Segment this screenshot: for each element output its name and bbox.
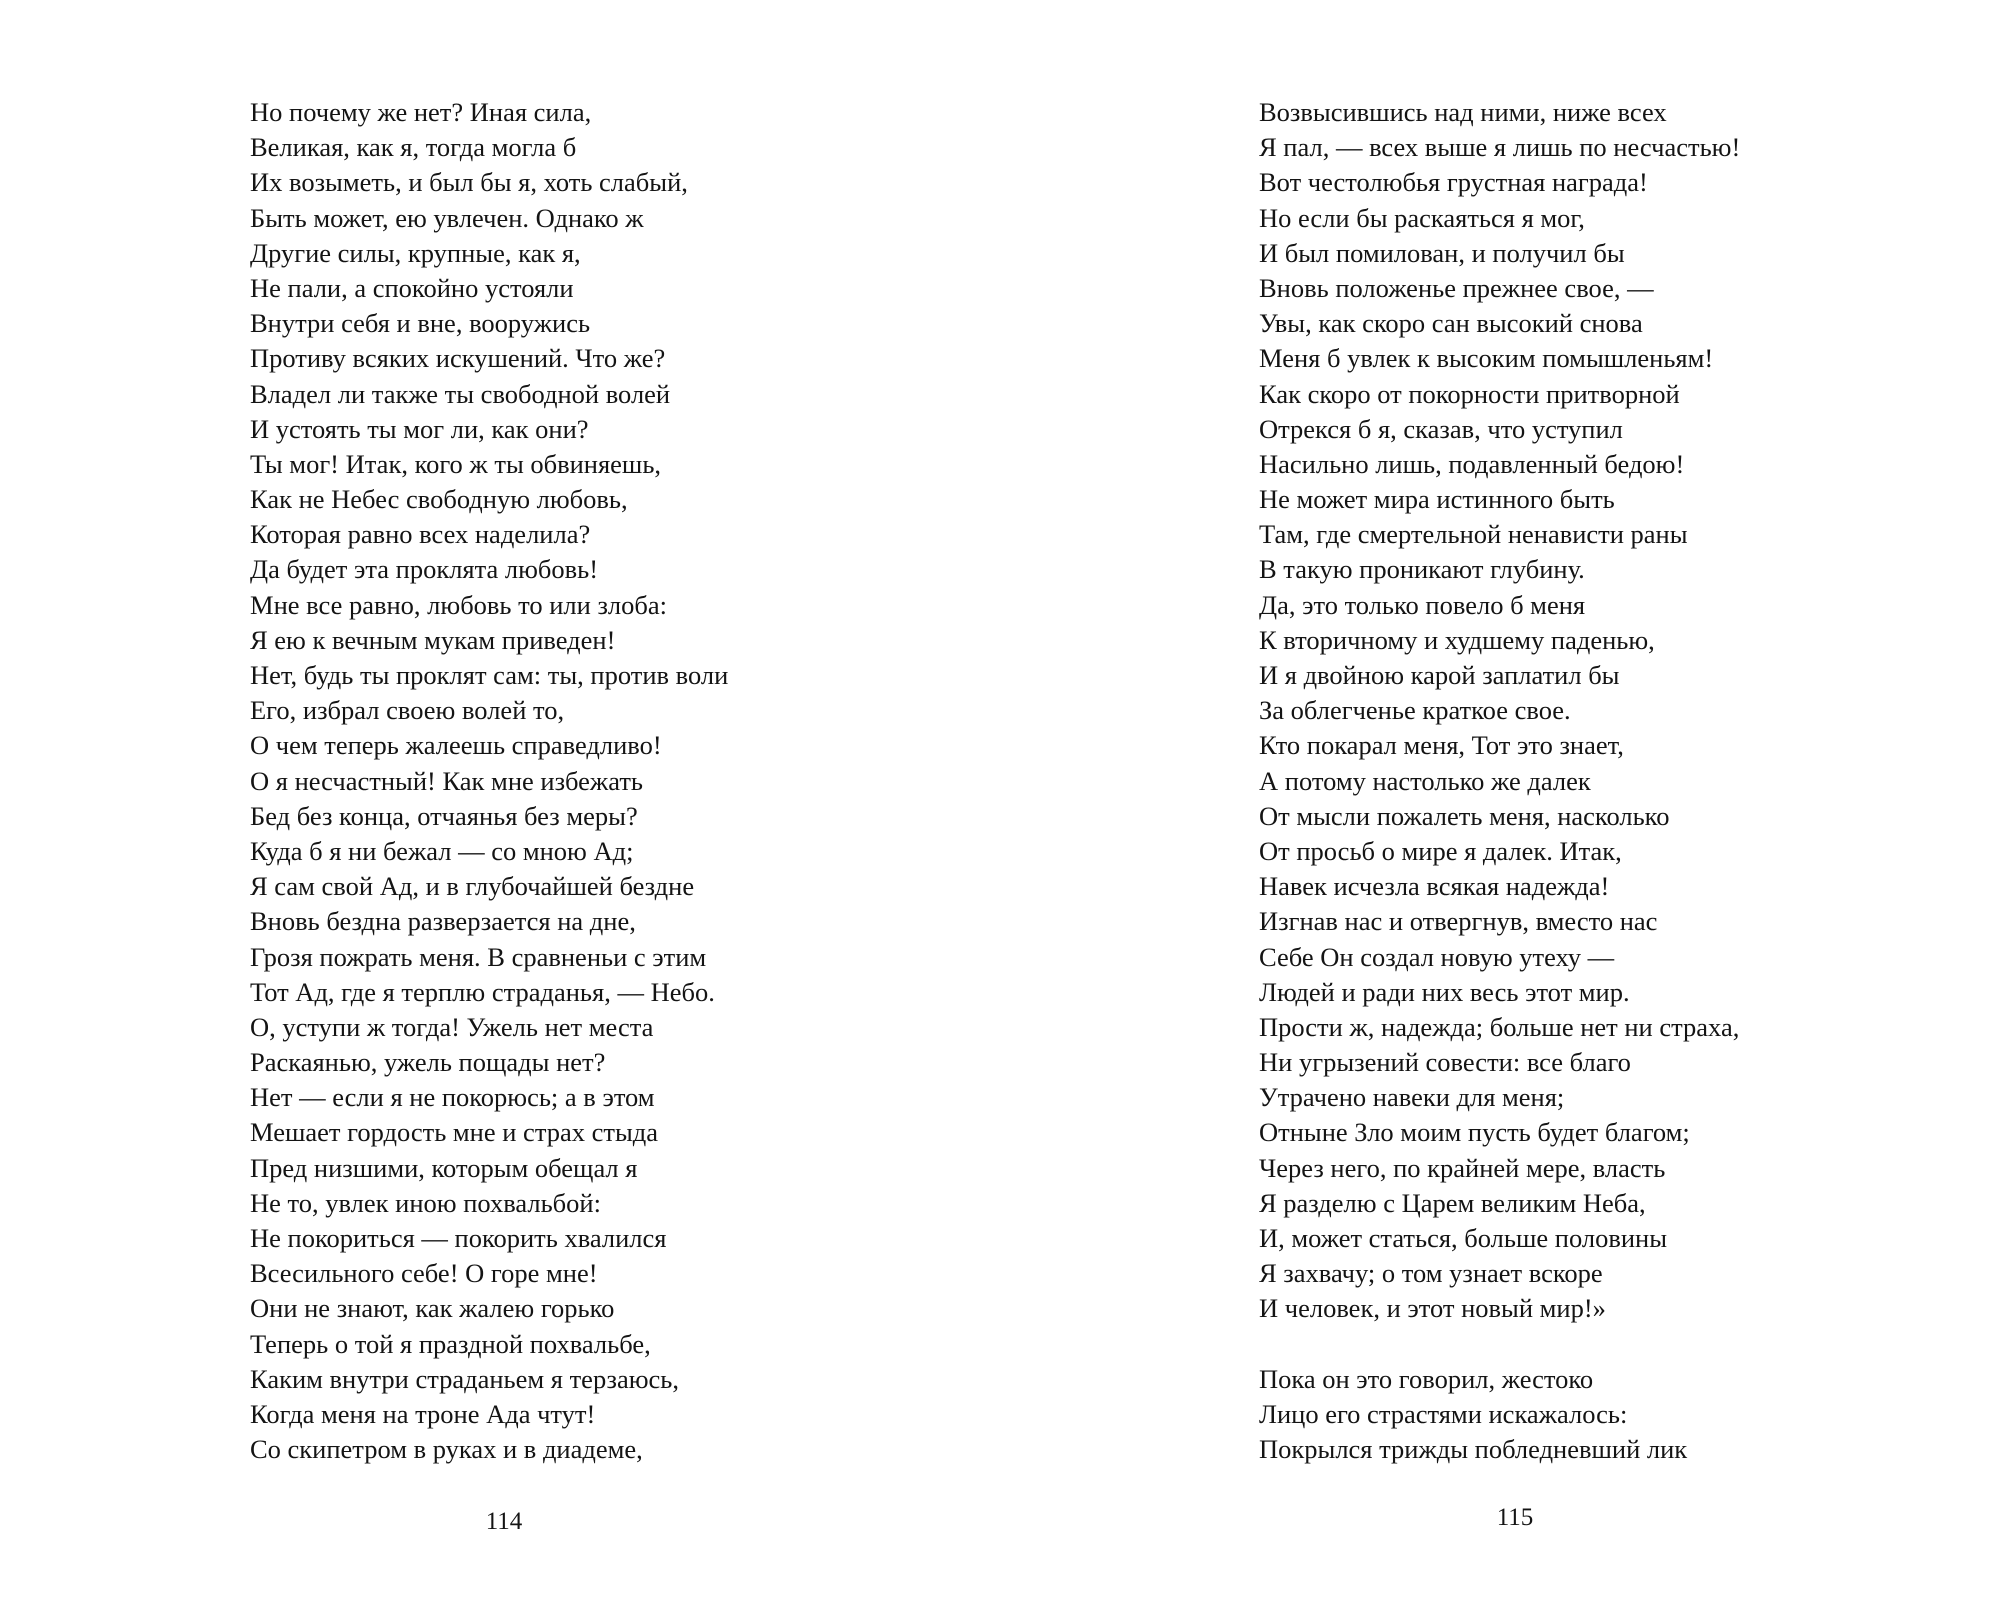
page-number: 114	[485, 1508, 523, 1535]
verse-line: Тот Ад, где я терплю страданья, — Небо.	[250, 976, 715, 1007]
verse-line: Мешает гордость мне и страх стыда	[250, 1117, 659, 1148]
verse-line: Себе Он создал новую утеху —	[1259, 941, 1615, 972]
verse-line: Грозя пожрать меня. В сравненьи с этим	[250, 941, 707, 972]
verse-line: Не покориться — покорить хвалился	[250, 1223, 667, 1253]
verse-line: О, уступи ж тогда! Ужель нет места	[250, 1011, 654, 1042]
verse-line: А потому настолько же далек	[1259, 765, 1591, 796]
right-page-verse	[1259, 95, 1740, 1467]
verse-line: Пока он это говорил, жестоко	[1259, 1363, 1594, 1394]
verse-line: Каким внутри страданьем я терзаюсь,	[250, 1363, 680, 1394]
verse-line: О я несчастный! Как мне избежать	[250, 765, 643, 796]
verse-line: Не то, увлек иною похвальбой:	[250, 1187, 601, 1218]
verse-line: В такую проникают глубину.	[1259, 554, 1585, 585]
verse-line: Покрылся трижды побледневший лик	[1259, 1434, 1688, 1465]
verse-line: Его, избрал своею волей то,	[250, 695, 565, 726]
verse-line: И я двойною карой заплатил бы	[1259, 660, 1620, 690]
verse-line: Владел ли также ты свободной волей	[250, 378, 671, 409]
left-page-verse	[250, 95, 728, 1467]
verse-line: Изгнав нас и отвергнув, вместо нас	[1259, 906, 1658, 937]
verse-line: Внутри себя и вне, вооружись	[250, 308, 591, 339]
verse-line: Лицо его страстями искажалось:	[1259, 1398, 1628, 1429]
verse-line: Да, это только повело б меня	[1259, 589, 1586, 620]
verse-line: Вновь положенье прежнее свое, —	[1259, 272, 1654, 303]
verse-line: Как скоро от покорности притворной	[1259, 378, 1680, 409]
verse-line: И, может статься, больше половины	[1259, 1223, 1668, 1253]
verse-line: Ты мог! Итак, кого ж ты обвиняешь,	[250, 448, 662, 479]
verse-line: От мысли пожалеть меня, насколько	[1259, 800, 1670, 831]
verse-line: Не пали, а спокойно устояли	[250, 272, 574, 303]
right-page	[1000, 0, 2000, 1600]
verse-line: Пред низшими, которым обещал я	[250, 1152, 638, 1183]
verse-line: Там, где смертельной ненависти раны	[1259, 519, 1688, 550]
verse-line: Утрачено навеки для меня;	[1259, 1082, 1565, 1113]
verse-line: Я пал, — всех выше я лишь по несчастью!	[1259, 132, 1741, 163]
verse-line: Насильно лишь, подавленный бедою!	[1259, 448, 1685, 479]
verse-line: Меня б увлек к высоким помышленьям!	[1259, 343, 1714, 374]
verse-line: Но если бы раскаяться я мог,	[1259, 202, 1585, 233]
verse-line: Да будет эта проклята любовь!	[250, 554, 599, 585]
verse-line: И был помилован, и получил бы	[1259, 237, 1625, 268]
verse-line: Я сам свой Ад, и в глубочайшей бездне	[250, 871, 695, 902]
verse-line: Вот честолюбья грустная награда!	[1259, 167, 1648, 198]
verse-line: Я разделю с Царем великим Неба,	[1259, 1187, 1646, 1218]
verse-line: Они не знают, как жалею горько	[250, 1293, 615, 1324]
verse-line: Не может мира истинного быть	[1259, 484, 1615, 515]
verse-line: Мне все равно, любовь то или злоба:	[250, 589, 668, 620]
verse-line: Кто покарал меня, Тот это знает,	[1259, 730, 1624, 761]
verse-line: К вторичному и худшему паденью,	[1259, 624, 1655, 655]
verse-line: Людей и ради них весь этот мир.	[1259, 976, 1630, 1007]
verse-line: Возвысившись над ними, ниже всех	[1259, 97, 1667, 127]
verse-line: Противу всяких искушений. Что же?	[250, 343, 666, 374]
verse-line: Когда меня на троне Ада чтут!	[250, 1398, 596, 1429]
verse-line: Всесильного себе! О горе мне!	[250, 1258, 598, 1289]
verse-line: Ни угрызений совести: все благо	[1259, 1047, 1631, 1078]
verse-line: Отрекся б я, сказав, что уступил	[1259, 413, 1623, 444]
verse-line: Через него, по крайней мере, власть	[1259, 1152, 1666, 1183]
verse-line: От просьб о мире я далек. Итак,	[1259, 835, 1622, 866]
verse-line: За облегченье краткое свое.	[1259, 695, 1571, 726]
verse-line: Нет — если я не покорюсь; а в этом	[250, 1082, 655, 1113]
verse-line: Увы, как скоро сан высокий снова	[1259, 308, 1643, 339]
verse-line: Я захвачу; о том узнает вскоре	[1259, 1258, 1603, 1289]
verse-line: Как не Небес свободную любовь,	[250, 484, 628, 515]
verse-line: Бед без конца, отчаянья без меры?	[250, 800, 638, 831]
verse-line: Которая равно всех наделила?	[250, 519, 591, 550]
verse-line: И устоять ты мог ли, как они?	[250, 413, 589, 444]
verse-line: Нет, будь ты проклят сам: ты, против воли	[250, 660, 729, 690]
verse-line: И человек, и этот новый мир!»	[1259, 1293, 1606, 1324]
verse-line: Раскаянью, ужель пощады нет?	[250, 1047, 606, 1078]
verse-line: Я ею к вечным мукам приведен!	[250, 624, 616, 655]
verse-line: О чем теперь жалеешь справедливо!	[250, 730, 662, 761]
verse-line: Их возыметь, и был бы я, хоть слабый,	[250, 167, 688, 198]
verse-line: Отныне Зло моим пусть будет благом;	[1259, 1117, 1690, 1148]
verse-line: Быть может, ею увлечен. Однако ж	[250, 202, 644, 233]
verse-line: Прости ж, надежда; больше нет ни страха,	[1259, 1011, 1740, 1042]
verse-line: Но почему же нет? Иная сила,	[250, 97, 592, 127]
verse-line: Вновь бездна разверзается на дне,	[250, 906, 636, 937]
verse-line: Другие силы, крупные, как я,	[250, 237, 581, 268]
verse-line: Куда б я ни бежал — со мною Ад;	[250, 835, 634, 866]
verse-line: Теперь о той я праздной похвальбе,	[250, 1328, 651, 1359]
verse-line: Великая, как я, тогда могла б	[250, 132, 577, 163]
verse-line: Со скипетром в руках и в диадеме,	[250, 1434, 643, 1465]
stanza-break	[1259, 1327, 1740, 1362]
verse-line: Навек исчезла всякая надежда!	[1259, 871, 1610, 902]
page-number: 115	[1496, 1504, 1534, 1531]
